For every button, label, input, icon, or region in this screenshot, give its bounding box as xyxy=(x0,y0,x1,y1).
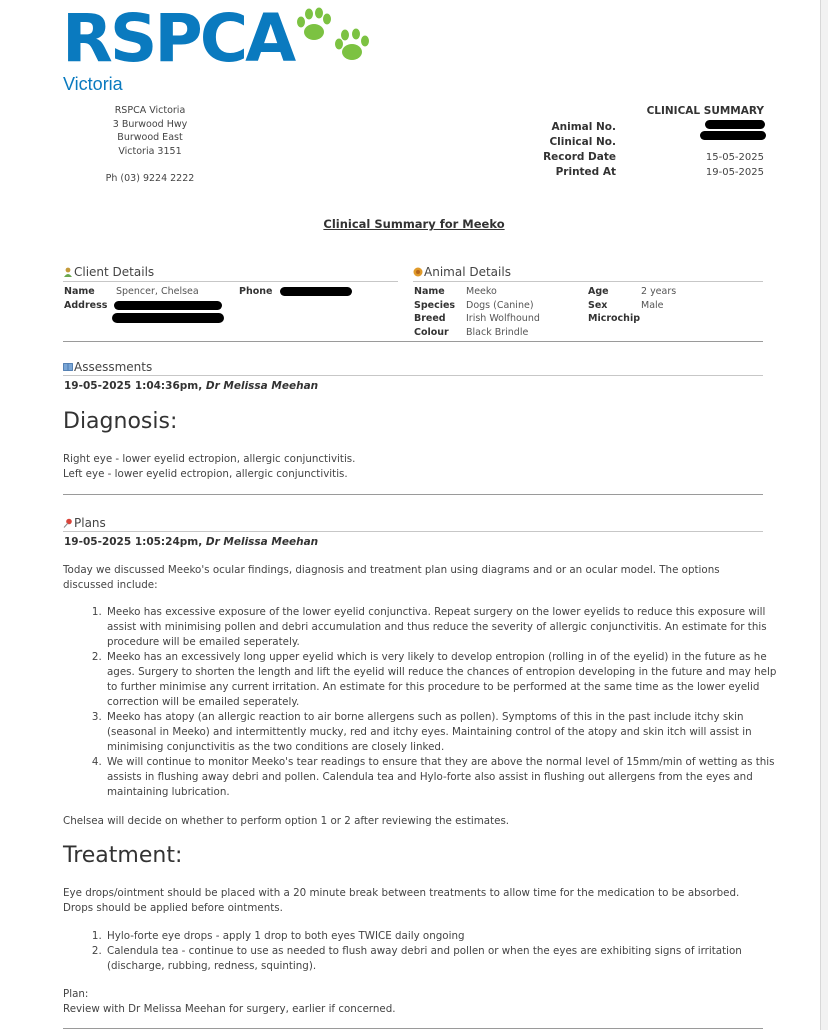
client-name-value: Spencer, Chelsea xyxy=(116,286,199,297)
animal-name-value: Meeko xyxy=(466,286,497,297)
treatment-heading: Treatment: xyxy=(63,843,183,868)
animal-breed-label: Breed xyxy=(414,313,446,324)
assessment-timestamp xyxy=(64,380,318,392)
record-date-label: Record Date xyxy=(543,151,616,163)
redaction-client-phone xyxy=(280,287,352,296)
plans-time: 19-05-2025 1:05:24pm, xyxy=(64,536,203,548)
meta-labels xyxy=(500,120,616,180)
list-item: 1. Meeko has excessive exposure of the lower eyelid conjunctiva. Repeat surgery on the lower eyelids to reduce this exposure will assist with minimising pollen and debri accumulation and thus reduce the severity of allergic conjunctivitis. An estimate for this procedure will be emailed seperately. xyxy=(105,605,785,650)
list-item: 1. Hylo-forte eye drops - apply 1 drop to both eyes TWICE daily ongoing xyxy=(105,929,785,944)
page-title: Clinical Summary for Meeko xyxy=(323,217,505,231)
diagnosis-text xyxy=(63,452,753,482)
treatment-bottom-divider xyxy=(63,1028,763,1029)
animal-species-value: Dogs (Canine) xyxy=(466,300,534,311)
org-address-line: 3 Burwood Hwy xyxy=(112,118,188,130)
assessments-divider xyxy=(63,375,763,376)
plans-timestamp xyxy=(64,536,318,548)
diagnosis-line: Left eye - lower eyelid ectropion, allergic conjunctivitis. xyxy=(63,468,348,480)
redaction-client-address-2 xyxy=(112,313,224,323)
client-phone-label: Phone xyxy=(239,286,273,297)
client-details-heading-text: Client Details xyxy=(74,265,155,279)
document-type-title: CLINICAL SUMMARY xyxy=(646,105,764,117)
assessment-vet: Dr Melissa Meehan xyxy=(205,380,319,392)
client-address-label: Address xyxy=(64,300,108,311)
client-details-divider xyxy=(63,281,398,282)
org-address xyxy=(95,104,205,159)
diagnosis-heading: Diagnosis: xyxy=(63,409,178,434)
client-details-heading xyxy=(63,265,154,279)
animal-age-label: Age xyxy=(588,286,609,297)
pushpin-icon xyxy=(63,518,73,528)
meta-values xyxy=(660,120,764,180)
org-address-line: Victoria 3151 xyxy=(118,146,182,158)
list-item: 3. Meeko has atopy (an allergic reaction to air borne allergens such as pollen). Symptoms of this in the past include itchy skin (seasonal in Meeko) and intermittently mucky, red and itchy eyes. Maintaining control of the atopy and skin itch will assist in minimising conjunctivitis as the two conditions are closely linked. xyxy=(105,710,785,755)
assessments-heading xyxy=(63,360,152,374)
assessments-bottom-divider xyxy=(63,494,763,495)
list-item: 4. We will continue to monitor Meeko's tear readings to ensure that they are above the normal level of 15mm/min of wetting as this assists in flushing away debri and pollen. Calendula tea and Hylo-forte also assist in flushing out allergens from the eyes and maintaining lubrication. xyxy=(105,755,785,800)
rspca-logo: RSPCA xyxy=(62,0,294,77)
list-item: 2. Calendula tea - continue to use as needed to flush away debri and pollen or when the eyes are exhibiting signs of irritation (discharge, rubbing, redness, squinting). xyxy=(105,944,785,974)
record-date-value: 15-05-2025 xyxy=(705,152,764,163)
org-phone: Ph (03) 9224 2222 xyxy=(105,173,195,184)
client-name-label: Name xyxy=(64,286,95,297)
treatment-plan xyxy=(63,987,753,1017)
plans-divider xyxy=(63,531,763,532)
animal-microchip-label: Microchip xyxy=(588,313,641,324)
paw-icon xyxy=(413,267,423,277)
plans-vet: Dr Melissa Meehan xyxy=(205,536,319,548)
list-item: 2. Meeko has an excessively long upper eyelid which is very likely to develop entropion (rolling in of the eyelid) in the future as he ages. Surgery to shorten the length and lift the eyelid will reduce the chances of entropion developing in the future and may help to further minimise any current irritation. An estimate for this procedure to be performed at the same time as the lower eyelid correction will be emailed seperately. xyxy=(105,650,785,710)
treatment-plan-text: Review with Dr Melissa Meehan for surgery, earlier if concerned. xyxy=(63,1003,396,1015)
printed-at-value: 19-05-2025 xyxy=(705,167,764,178)
assessments-heading-text: Assessments xyxy=(74,360,153,374)
animal-age-value: 2 years xyxy=(641,286,677,297)
treatment-intro: Eye drops/ointment should be placed with a 20 minute break between treatments to allow time for the medication to be absorbed. Drops should be applied before ointments. xyxy=(63,887,740,914)
treatment-plan-label: Plan: xyxy=(63,988,89,1000)
diagnosis-line: Right eye - lower eyelid ectropion, allergic conjunctivitis. xyxy=(63,453,356,465)
printed-at-label: Printed At xyxy=(555,166,616,178)
animal-details-heading-text: Animal Details xyxy=(424,265,511,279)
redaction-animal-no xyxy=(705,120,765,129)
animal-sex-label: Sex xyxy=(588,300,608,311)
animal-species-label: Species xyxy=(414,300,456,311)
rspca-logo-subtitle: Victoria xyxy=(63,74,123,94)
animal-details-heading xyxy=(413,265,511,279)
assessment-time: 19-05-2025 1:04:36pm, xyxy=(64,380,203,392)
org-address-line: RSPCA Victoria xyxy=(114,105,186,116)
animal-no-label: Animal No. xyxy=(551,121,616,133)
animal-name-label: Name xyxy=(414,286,445,297)
treatment-list xyxy=(63,929,785,974)
paw-prints-icon xyxy=(290,0,380,70)
animal-details-divider xyxy=(413,281,763,282)
plans-options-list xyxy=(63,605,785,800)
animal-sex-value: Male xyxy=(641,300,664,311)
redaction-client-address-1 xyxy=(114,301,222,310)
animal-colour-label: Colour xyxy=(414,327,449,338)
plans-heading xyxy=(63,516,106,530)
animal-colour-value: Black Brindle xyxy=(466,327,529,338)
plans-intro: Today we discussed Meeko's ocular findings, diagnosis and treatment plan using diagrams and or an ocular model. The options discussed include: xyxy=(63,564,720,591)
details-bottom-divider xyxy=(63,341,763,342)
redaction-clinical-no xyxy=(700,131,766,140)
book-icon xyxy=(63,362,73,372)
plans-decision: Chelsea will decide on whether to perform option 1 or 2 after reviewing the estimates. xyxy=(63,815,510,827)
person-icon xyxy=(63,267,73,277)
plans-heading-text: Plans xyxy=(74,516,106,530)
org-address-line: Burwood East xyxy=(117,132,183,144)
clinical-no-label: Clinical No. xyxy=(549,136,616,148)
animal-breed-value: Irish Wolfhound xyxy=(466,313,540,324)
